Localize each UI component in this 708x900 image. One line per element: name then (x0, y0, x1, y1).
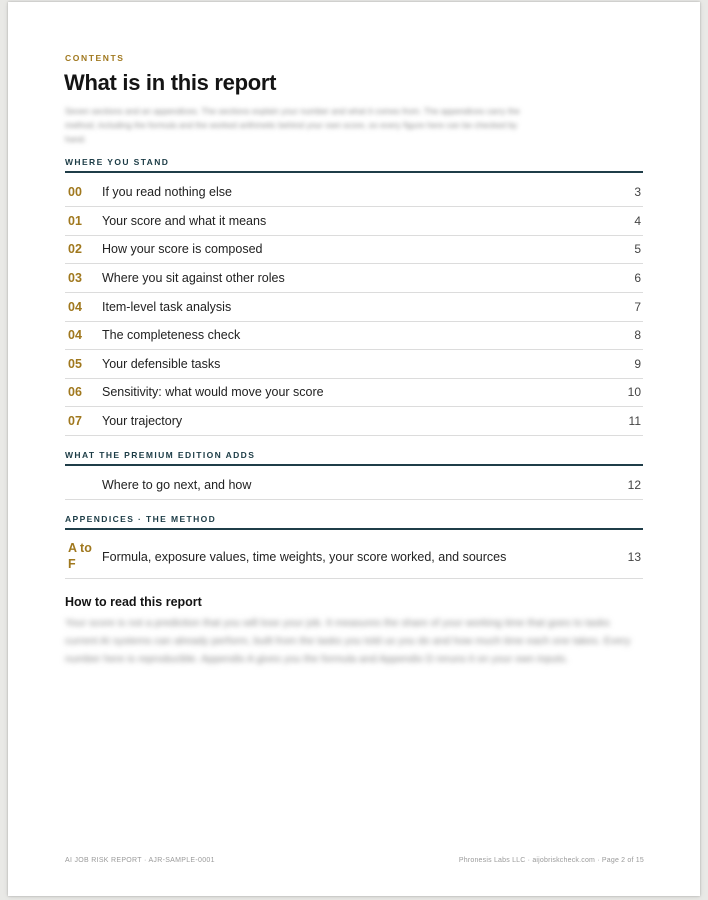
toc-row[interactable] (65, 207, 643, 236)
toc-number: 01 (68, 214, 82, 228)
toc-title: How your score is composed (102, 242, 263, 256)
toc-page-number: 9 (634, 357, 641, 371)
toc-page-number: 8 (634, 328, 641, 342)
toc-title: Formula, exposure values, time weights, your score worked, and sources (102, 550, 507, 564)
report-page (8, 2, 700, 896)
toc-row[interactable] (65, 378, 643, 407)
toc-number: 07 (68, 414, 82, 428)
toc-number: 00 (68, 185, 82, 199)
toc-number: 06 (68, 385, 82, 399)
toc-page-number: 10 (627, 385, 641, 399)
toc-page-number: 3 (634, 185, 641, 199)
toc-number: 03 (68, 271, 82, 285)
section-rule (65, 171, 643, 173)
page-title: What is in this report (64, 70, 277, 95)
footer-report-id: AI JOB RISK REPORT · AJR-SAMPLE-0001 (65, 857, 215, 864)
section-rule (65, 464, 643, 466)
footer-page-info: Phronesis Labs LLC · aijobriskcheck.com · Page 2 of 15 (458, 857, 644, 864)
toc-row[interactable] (65, 321, 643, 350)
toc-number: 05 (68, 357, 82, 371)
toc-row[interactable] (65, 350, 643, 379)
toc-number: 04 (68, 300, 82, 314)
section-label-where-you-stand: WHERE YOU STAND (65, 157, 170, 167)
how-to-read-heading: How to read this report (65, 595, 202, 609)
toc-page-number: 4 (634, 214, 641, 228)
section-label-appendices: APPENDICES · THE METHOD (65, 514, 217, 524)
toc-title: Where to go next, and how (102, 478, 252, 492)
toc-title: The completeness check (102, 328, 241, 342)
toc-title: Sensitivity: what would move your score (102, 385, 324, 399)
how-to-read-body: Your score is not a prediction that you will lose your job. It measures the share of your working time that goes to tasks current AI systems can already perform, built from the tasks you told us you do and how much time each one takes. Every number here is reproducible. Appendix A gives you the formula and Appendix D reruns it on your own inputs. (65, 617, 631, 665)
toc-row[interactable] (65, 235, 643, 264)
toc-row[interactable] (65, 407, 643, 436)
intro-paragraph: Seven sections and an appendices. The sections explain your number and what it comes from. The appendices carry the method, including the formula and the worked arithmetic behind your own score, so every figure here can be checked by hand. (65, 106, 520, 144)
toc-number: 04 (68, 328, 82, 342)
toc-row[interactable] (65, 264, 643, 293)
toc-page-number: 5 (634, 242, 641, 256)
toc-row[interactable] (65, 293, 643, 322)
toc-title: If you read nothing else (102, 185, 232, 199)
toc-title: Your defensible tasks (102, 357, 221, 371)
toc-page-number: 12 (627, 478, 641, 492)
section-label-premium-edition: WHAT THE PREMIUM EDITION ADDS (65, 450, 256, 460)
toc-page-number: 7 (634, 300, 641, 314)
section-rule (65, 528, 643, 530)
toc-page-number: 6 (634, 271, 641, 285)
toc-row[interactable] (65, 471, 643, 500)
toc-row[interactable] (65, 178, 643, 207)
toc-page-number: 13 (627, 550, 641, 564)
contents-eyebrow: CONTENTS (65, 53, 125, 63)
toc-row[interactable] (65, 536, 643, 579)
toc-page-number: 11 (628, 414, 641, 428)
toc-number: A to F (68, 541, 92, 571)
toc-title: Item-level task analysis (102, 300, 232, 314)
toc-title: Your score and what it means (102, 214, 267, 228)
toc-title: Where you sit against other roles (102, 271, 285, 285)
toc-title: Your trajectory (102, 414, 183, 428)
toc-number: 02 (68, 242, 82, 256)
